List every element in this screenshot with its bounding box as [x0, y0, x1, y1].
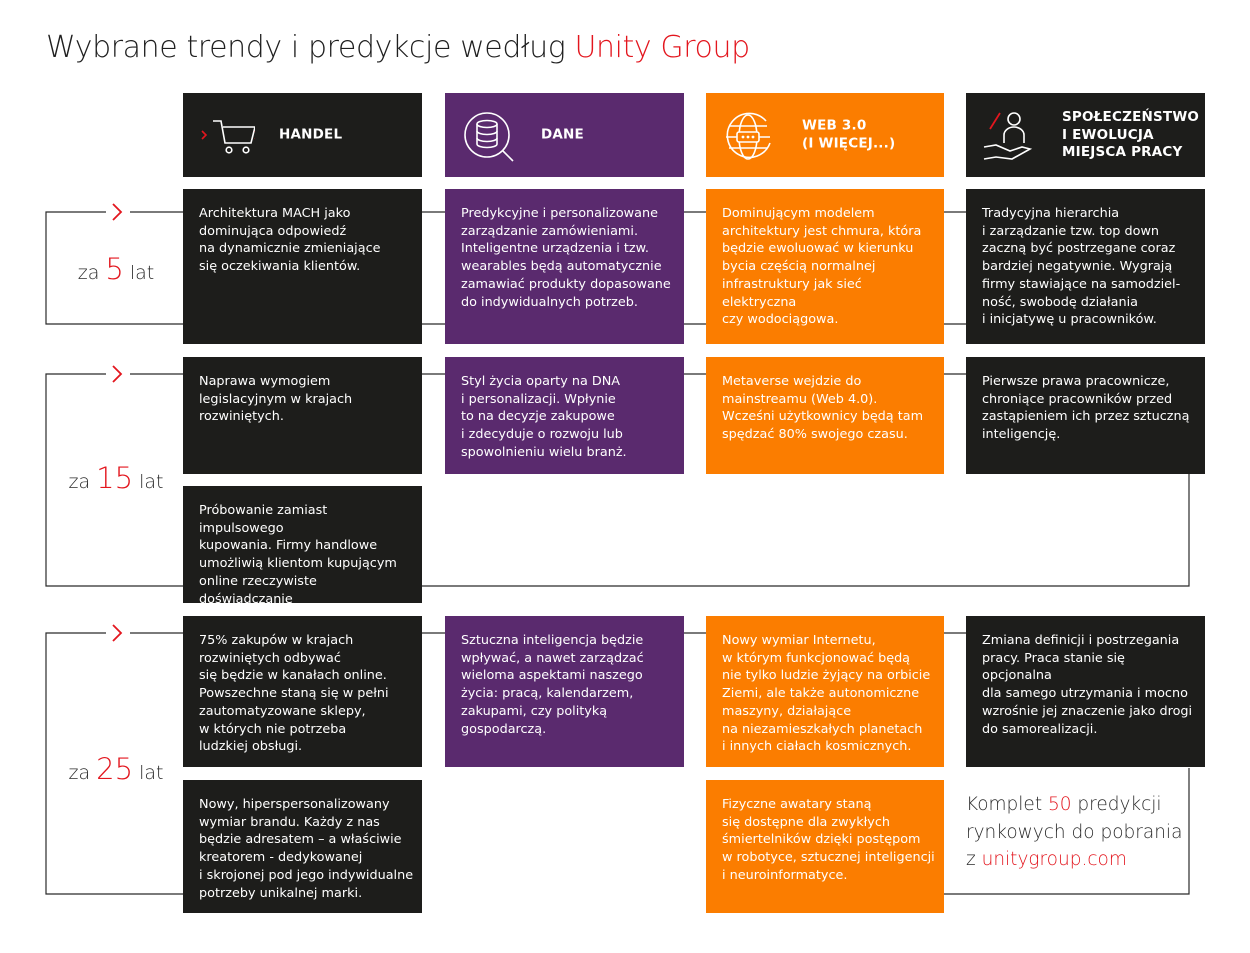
card-5-web: Dominującym modelem architektury jest chmura, która będzie ewoluować w kierunku bycia częścią normalnej infrastruktury jak sieć elektryczna czy wodociągowa. [706, 189, 944, 344]
card-15-handel-a: Naprawa wymogiem legislacyjnym w krajach rozwiniętych. [183, 357, 422, 474]
column-label-spoleczenstwo: SPOŁECZEŃSTWO I EWOLUCJA MIEJSCA PRACY [1062, 108, 1200, 160]
period-number-5: 5 [105, 252, 124, 286]
column-header-handel [183, 93, 422, 177]
column-header-web [706, 93, 944, 177]
promo-link[interactable]: unitygroup.com [981, 849, 1127, 870]
card-5-dane: Predykcyjne i personalizowane zarządzanie zamówieniami. Inteligentne urządzenia i tzw. wearables będą automatycznie zamawiać produkty dopasowane do indywidualnych potrzeb. [445, 189, 684, 344]
card-15-spoleczenstwo: Pierwsze prawa pracownicze, chroniące pracowników przed zastąpieniem ich przez sztuczną inteligencję. [966, 357, 1205, 474]
database-search-icon [461, 109, 517, 165]
period-label-25: za 25 lat [68, 752, 164, 786]
card-15-handel-b: Próbowanie zamiast impulsowego kupowania. Firmy handlowe umożliwią klientom kupującym online rzeczywiste doświadczanie [183, 486, 422, 603]
card-25-handel-a: 75% zakupów w krajach rozwiniętych odbywać się będzie w kanałach online. Powszechne staną się w pełni zautomatyzowane sklepy, w których nie potrzeba ludzkiej obsługi. [183, 616, 422, 767]
period-label-15: za 15 lat [68, 461, 164, 495]
chevron-right-icon [113, 366, 121, 382]
column-label-dane: DANE [541, 126, 584, 143]
chevron-right-icon [113, 625, 121, 641]
card-15-dane: Styl życia oparty na DNA i personalizacji. Wpłynie to na decyzje zakupowe i zdecyduje o rozwoju lub spowolnieniu wielu branż. [445, 357, 684, 474]
period-number-25: 25 [96, 752, 134, 786]
column-header-spoleczenstwo [966, 93, 1205, 177]
column-label-handel: HANDEL [279, 126, 343, 143]
person-hand-icon [982, 109, 1038, 165]
card-25-dane: Sztuczna inteligencja będzie wpływać, a nawet zarządzać wieloma aspektami naszego życia: pracą, kalendarzem, zakupami, czy polityką gospodarczą. [445, 616, 684, 767]
title-brand: Unity Group [574, 30, 750, 65]
card-15-web: Metaverse wejdzie do mainstreamu (Web 4.0). Wcześni użytkownicy będą tam spędzać 80% swojego czasu. [706, 357, 944, 474]
title-main: Wybrane trendy i predykcje według [46, 30, 575, 65]
chevron-right-icon [113, 204, 121, 220]
promo-text: Komplet 50 predykcji rynkowych do pobrania z unitygroup.com [966, 791, 1216, 874]
card-25-spoleczenstwo: Zmiana definicji i postrzegania pracy. Praca stanie się opcjonalna dla samego utrzymania i mocno wzrośnie jej znaczenie jako drogi do samorealizacji. [966, 616, 1205, 767]
card-25-web-b: Fizyczne awatary staną się dostępne dla zwykłych śmiertelników dzięki postępom w robotyce, sztucznej inteligencji i neuroinformatyce. [706, 780, 944, 913]
card-5-handel: Architektura MACH jako dominująca odpowiedź na dynamicznie zmieniające się oczekiwania klientów. [183, 189, 422, 344]
card-25-handel-b: Nowy, hiperspersonalizowany wymiar brandu. Każdy z nas będzie adresatem – a właściwie kreatorem - dedykowanej i skrojonej pod jego indywidualne potrzeby unikalnej marki. [183, 780, 422, 913]
column-label-web: WEB 3.0 (I WIĘCEJ...) [802, 117, 896, 151]
card-25-web-a: Nowy wymiar Internetu, w którym funkcjonować będą nie tylko ludzie żyjący na orbicie Ziemi, ale także autonomiczne maszyny, działające na niezamieszkałych planetach i innych ciałach kosmicznych. [706, 616, 944, 767]
period-number-15: 15 [96, 461, 134, 495]
globe-network-icon [722, 109, 778, 165]
shopping-cart-icon [199, 109, 255, 165]
promo-line2: rynkowych do pobrania [966, 821, 1183, 843]
column-header-dane [445, 93, 684, 177]
period-label-5: za 5 lat [77, 252, 155, 286]
promo-count: 50 [1047, 794, 1072, 815]
card-5-spoleczenstwo: Tradycyjna hierarchia i zarządzanie tzw. top down zaczną być postrzegane coraz bardziej negatywnie. Wygrają firmy stawiające na samodziel- ność, swobodę działania i inicjatywę u pracowników. [966, 189, 1205, 344]
